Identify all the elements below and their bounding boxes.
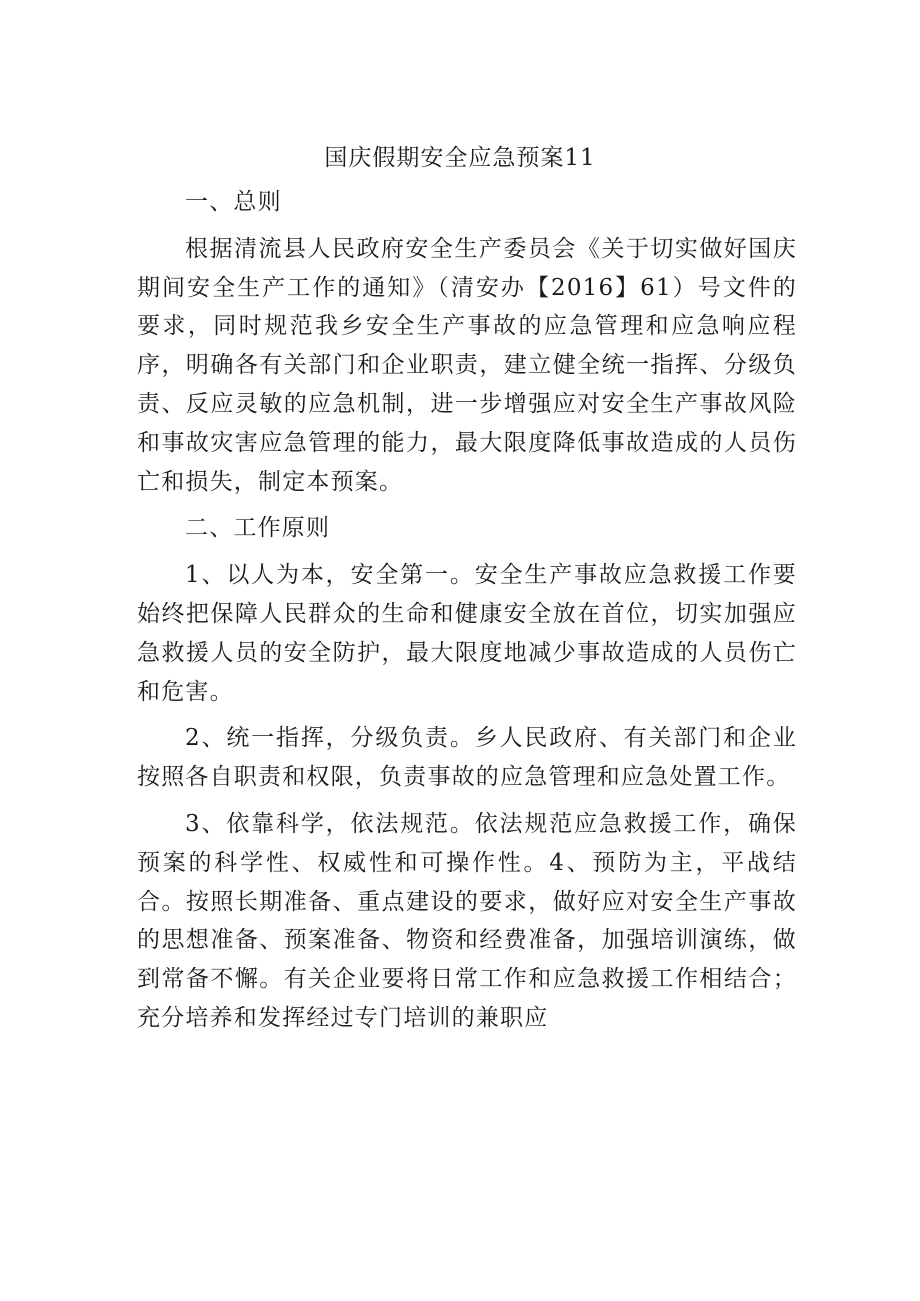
- section-heading-principles: 二、工作原则: [185, 515, 331, 542]
- paragraph-principle-2: 2、统一指挥，分级负责。乡人民政府、有关部门和企业按照各自职责和权限，负责事故的应急管理和应急处置工作。: [137, 725, 797, 791]
- paragraph-principle-1: 1、以人为本，安全第一。安全生产事故应急救援工作要始终把保障人民群众的生命和健康安全放在首位，切实加强应急救援人员的安全防护，最大限度地减少事故造成的人员伤亡和危害。: [137, 562, 797, 705]
- section-heading-general: 一、总则: [185, 189, 282, 215]
- paragraph-general-basis: 根据清流县人民政府安全生产委员会《关于切实做好国庆期间安全生产工作的通知》（清安办【2016】61）号文件的要求，同时规范我乡安全生产事故的应急管理和应急响应程序，明确各有关部门和企业职责，建立健全统一指挥、分级负责、反应灵敏的应急机制，进一步增强应对安全生产事故风险和事故灾害应急管理的能力，最大限度降低事故造成的人员伤亡和损失，制定本预案。: [137, 235, 797, 495]
- paragraph-principle-3: 3、依靠科学，依法规范。依法规范应急救援工作，确保预案的科学性、权威性和可操作性。4、预防为主，平战结合。按照长期准备、重点建设的要求，做好应对安全生产事故的思想准备、预案准备、物资和经费准备，加强培训演练，做到常备不懈。有关企业要将日常工作和应急救援工作相结合；充分培养和发挥经过专门培训的兼职应: [137, 810, 797, 1031]
- document-body: [137, 183, 797, 1038]
- document-title: 国庆假期安全应急预案11: [324, 145, 596, 171]
